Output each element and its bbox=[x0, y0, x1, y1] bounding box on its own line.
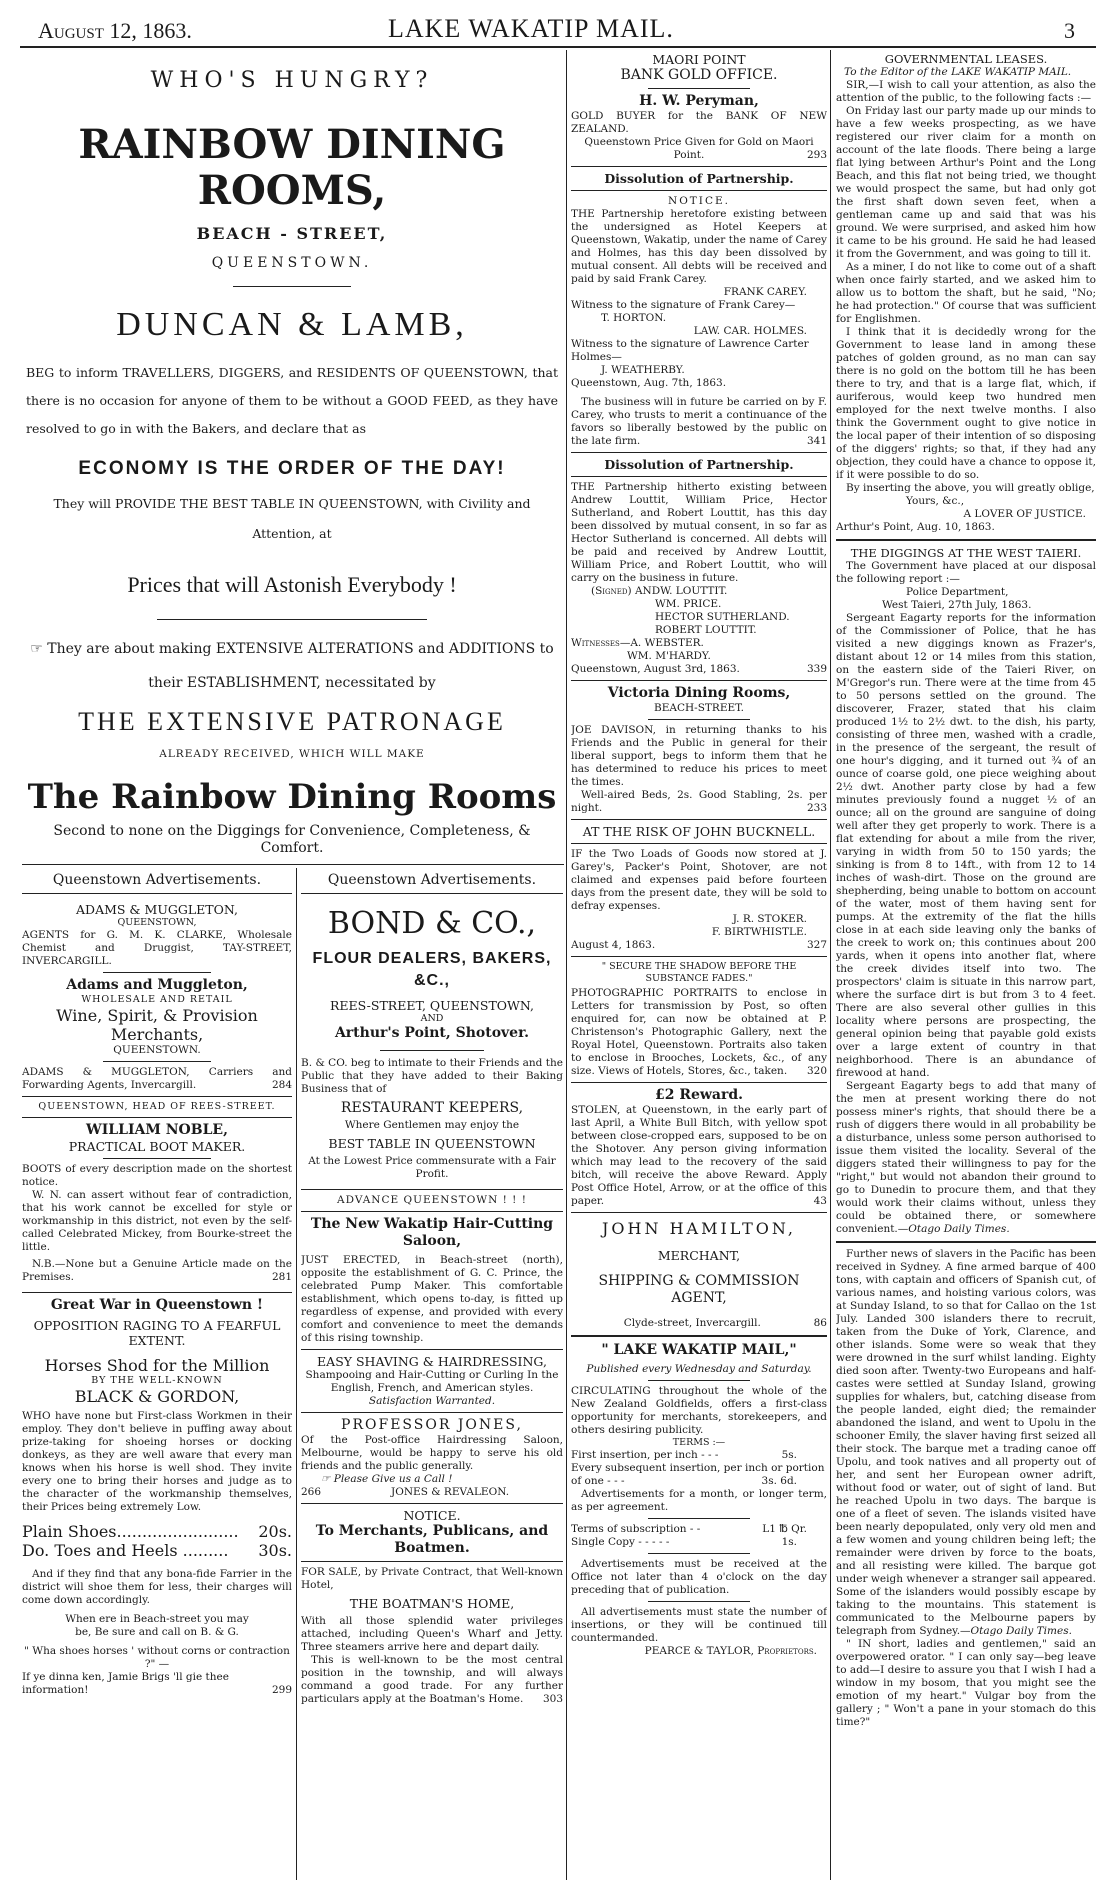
ad-provide: They will PROVIDE THE BEST TABLE IN QUEENSTOWN, with Civility and Attention, at bbox=[53, 496, 531, 541]
ad-alterations: ☞ They are about making EXTENSIVE ALTERATIONS and ADDITIONS to their ESTABLISHMENT, necessitated by bbox=[30, 641, 554, 691]
ad-kicker: WHO'S HUNGRY? bbox=[150, 68, 434, 93]
column-b bbox=[301, 872, 563, 1882]
ad-patronage: THE EXTENSIVE PATRONAGE bbox=[78, 707, 506, 736]
header-rule bbox=[20, 46, 1096, 48]
governmental-leases-letter: GOVERNMENTAL LEASES. To the Editor of the LAKE WAKATIP MAIL. SIR,—I wish to call your attention, as also the attention of the public, to the following facts :— On Friday last our party made up our minds to have a few weeks prospecting, as we have registered our river claim for a month on account of the late floods. There being a large flat lying between Arthur's Point and the Long Beach, and this flat not being tried, we thought we would prospect the same, but had only got the first shaft down seven feet, when a gentleman came up and said that was his ground. We were surprised, and asked him how it came to be his ground. He said he had leased it from the Government, and was going to till it. As a miner, I do not like to come out of a shaft when once fairly started, and we asked him to allow us to bottom the shaft, but he said, "No; he had protection." Of course that was sufficient for Englishmen. I think that it is decidedly wrong for the Government to lease land in among these patches of golden ground, as no man can say there is no gold on the bottom till he has been there to try, and that is a large flat, which, if auriferous, would keep two hundred men employed for the next twelve months. I also think the Government ought to give notice in the local paper of their intention of so disposing of the diggers' rights; so that, if they had any objection, they could have a chance to oppose it, if it were possible to do so. By inserting the above, you will greatly oblige, Yours, &c., A LOVER OF JUSTICE. Arthur's Point, Aug. 10, 1863. bbox=[836, 52, 1096, 533]
ad-street: BEACH - STREET, bbox=[196, 224, 388, 243]
column-rule bbox=[296, 868, 297, 1880]
ad-name-repeat: The Rainbow Dining Rooms bbox=[27, 777, 557, 817]
ad-owners: DUNCAN & LAMB, bbox=[116, 306, 468, 343]
page-number: 3 bbox=[1064, 18, 1075, 43]
boatmans-home-ad: NOTICE. To Merchants, Publicans, and Boatmen. FOR SALE, by Private Contract, that Well-known Hotel, THE BOATMAN'S HOME, With all those splendid water privileges attached, including Queen's Wharf and Jetty. Three steamers arrive here and depart daily. This is well-known to be the most central position in the township, and will always command a good trade. For any further particulars apply at the Boatman's Home. 303 bbox=[301, 1508, 563, 1705]
ad-second: Second to none on the Diggings for Convenience, Completeness, & Comfort. bbox=[53, 823, 531, 856]
bucknell-notice: AT THE RISK OF JOHN BUCKNELL. IF the Two Loads of Goods now stored at J. Garey's, Packer's Point, Shotover, are not claimed and expenses paid before fourteen days from the present date, they will be sold to defray expenses. J. R. STOKER. F. BIRTWHISTLE. August 4, 1863. 327 bbox=[571, 824, 827, 951]
ad-prices: Prices that will Astonish Everybody ! bbox=[127, 572, 457, 597]
bank-gold-office-ad: MAORI POINT BANK GOLD OFFICE. H. W. Peryman, GOLD BUYER for the BANK OF NEW ZEALAND. Queenstown Price Given for Gold on Maori Point. 293 bbox=[571, 52, 827, 161]
william-noble-ad: QUEENSTOWN, HEAD OF REES-STREET. WILLIAM NOBLE, PRACTICAL BOOT MAKER. BOOTS of every description made on the shortest notice. W. N. can assert without fear of contradiction, that his work cannot be excelled for style or workmanship in this district, not even by the self-called Celebrated Mickey, from Bourke-street the little. N.B.—None but a Genuine Article made on the Premises. 281 bbox=[22, 1101, 292, 1283]
pointing-hand-icon: ☞ bbox=[30, 641, 43, 657]
ad-title: RAINBOW DINING ROOMS, bbox=[78, 121, 506, 214]
ad-town: QUEENSTOWN. bbox=[211, 255, 373, 271]
section-rule bbox=[22, 864, 564, 865]
bond-co-ad: BOND & CO., FLOUR DEALERS, BAKERS, &C., REES-STREET, QUEENSTOWN, AND Arthur's Point, Shotover. B. & CO. beg to intimate to their Friends and the Public that they have added to their Baking Business that of RESTAURANT KEEPERS, Where Gentlemen may enjoy the BEST TABLE IN QUEENSTOWN At the Lowest Price commensurate with a Fair Profit. bbox=[301, 906, 563, 1180]
ad-intro: BEG to inform TRAVELLERS, DIGGERS, and RESIDENTS OF QUEENSTOWN, that there is no occasion for anyone of them to be without a GOOD FEED, as they have resolved to go in with the Bakers, and declare that as bbox=[26, 365, 558, 436]
west-taieri-article: THE DIGGINGS AT THE WEST TAIERI. The Government have placed at our disposal the following report :— Police Department, West Taieri, 27th July, 1863. Sergeant Eagarty reports for the information of the Commissioner of Police, that he has visited a new diggings known as Frazer's, distant about 12 or 14 miles from this station, on the eastern side of the Taieri River, on M'Gregor's run. There were at the time from 45 to 50 persons settled on the ground. The discoverer, Frazer, stated that his claim produced 1½ to 2½ dwt. to the dish, his party, consisting of three men, washed with a cradle, in the presence of the sergeant, the result of one hour's digging, and it turned out ¾ of an ounce of coarse gold, one piece weighing about 2½ dwt. Another party close by had a few minutes previously found a nugget ½ of an ounce; all on the ground are sanguine of doing well after they get properly to work. There is a flat extending for about a mile from the river, varying in width from 50 to 150 yards; the sinking is from 8 to 14ft., with from 12 to 14 inches of wash-dirt. Those on the ground are shepherding, being unable to bottom on account of the water, most of them having sent for pumps. At the extremity of the flat the hills close in at each side leaving only the banks of the creek to work on; this continues about 200 yards, when it opens into another flat, where the creek divides itself into two. The prospectors' claim is situate in this narrow part, where the surface dirt is but from 3 to 4 feet. There are also several other gullies in this locality where persons are prospecting, the general opinion being that payable gold exists over a large extent of country in that neighborhood. There is an abundance of firewood at hand. Sergeant Eagarty begs to add that many of the men at present working there do not possess miner's rights, that should there be a rush of diggers there would in all probability be a disturbance, unless some person authorised to issue them visited the locality. Several of the diggers stated their willingness to pay for the "right," but would not abandon their ground to go to Dunedin to procure them, and that they would work their claims without, unless they could be obtained there, or somewhere convenient.—Otago Daily Times. bbox=[836, 546, 1096, 1235]
slavers-article: Further news of slavers in the Pacific has been received in Sydney. A fine armed barque of 400 tons, with captain and officers of Spanish cut, of various names, and hoisting various colors, was at Sunday Island, to so that for Callao on the 1st July. Landed 300 islanders there to recruit, taken from the Duke of York, Clarence, and other islands. Some were so weak that they were drowned in the surf whilst landing. Eighty died soon after. Twenty-two Europeans and half-castes were settled at Sunday Island, growing supplies for whalers, but, catching disease from the people landed, eight died; the remainder abandoned the island, and went to Upolu in the schooner Emily, the slaver having first seized all their stock. The barque met a trading canoe off Upolu, and took natives and all property out of her, and sent her European owner adrift, without food or water, out of sight of land. But he reached Upolu in two days. The barque is one of a fleet of seven. The islands visited have been nearly depopulated, only very old men and a few women and young children being left; the remainder were driven by force to the boats, and all resisting were killed. The barque got under weigh whenever a stranger sail appeared. Some of the islanders would possibly escape by taking to the mountains. This statement is communicated to the Melbourne papers by telegraph from Sydney.—Otago Daily Times. " IN short, ladies and gentlemen," said an overpowered orator. " I can only say—beg leave to add—I desire to assure you that I wish I had a window in my bosom, that you might see the emotion of my heart." Vulgar boy from the gallery ; " Won't a pane in your stomach do this time?" bbox=[836, 1248, 1096, 1728]
dissolution-carey-holmes: Dissolution of Partnership. NOTICE. THE Partnership heretofore existing between the undersigned as Hotel Keepers at Queenstown, Wakatip, under the name of Carey and Holmes, has this day been dissolved by mutual consent. All debts will be received and paid by said Frank Carey. FRANK CAREY. Witness to the signature of Frank Carey— T. HORTON. LAW. CAR. HOLMES. Witness to the signature of Lawrence Carter Holmes— J. WEATHERBY. Queenstown, Aug. 7th, 1863. The business will in future be carried on by F. Carey, who trusts to merit a continuance of the favors so liberally bestowed by the public on the late firm. 341 bbox=[571, 171, 827, 447]
ad-already: ALREADY RECEIVED, WHICH WILL MAKE bbox=[159, 748, 425, 760]
victoria-dining-ad: Victoria Dining Rooms, BEACH-STREET. JOE DAVISON, in returning thanks to his Friends and the Public in general for their liberal support, begs to inform them that he has determined to reduce his prices to meet the times. Well-aired Beds, 2s. Good Stabling, 2s. per night. 233 bbox=[571, 685, 827, 814]
ad-economy: ECONOMY IS THE ORDER OF THE DAY! bbox=[78, 458, 506, 479]
john-hamilton-ad: JOHN HAMILTON, MERCHANT, SHIPPING & COMMISSION AGENT, Clyde-street, Invercargill. 86 bbox=[598, 1219, 827, 1329]
column-a bbox=[22, 872, 292, 1882]
column-rule bbox=[566, 50, 567, 1880]
dissolution-louttit: Dissolution of Partnership. THE Partnership hitherto existing between Andrew Louttit, William Price, Hector Sutherland, and Robert Louttit, has this day been dissolved by mutual consent, in so far as Hector Sutherland is concerned. All debts will be paid and received by Andrew Louttit, William Price, and Robert Louttit, who will carry on the business in future. (Signed) ANDW. LOUTTIT. WM. PRICE. HECTOR SUTHERLAND. ROBERT LOUTTIT. Witnesses—A. WEBSTER. WM. M'HARDY. Queenstown, August 3rd, 1863. 339 bbox=[571, 457, 827, 675]
section-heading: Queenstown Advertisements. bbox=[22, 872, 292, 894]
issue-date: August 12, 1863. bbox=[38, 18, 192, 43]
rainbow-dining-ad bbox=[22, 58, 562, 862]
column-rule bbox=[830, 50, 831, 1880]
photographic-portraits-ad: " SECURE THE SHADOW BEFORE THE SUBSTANCE FADES." PHOTOGRAPHIC PORTRAITS to enclose in Letters for transmission by Post, so often enquired for, can now be obtained at P. Christenson's Photographic Gallery, next the Royal Hotel, Queenstown. Portraits also taken to enclose in Brooches, Lockets, &c., of any size. Views of Hotels, Stores, &c., taken. 320 bbox=[571, 961, 827, 1077]
column-c bbox=[571, 52, 827, 1882]
lake-wakatip-mail-terms: " LAKE WAKATIP MAIL," Published every Wednesday and Saturday. CIRCULATING throughout the whole of the New Zealand Goldfields, offers a first-class opportunity for merchants, storekeepers, and others desiring publicity. TERMS :— First insertion, per inch - - - 5s. Every subsequent insertion, per inch or portion of one - - - 3s. 6d. Advertisements for a month, or longer term, as per agreement. Terms of subscription - - L1 ℔ Qr. Single Copy - - - - - 1s. Advertisements must be received at the Office not later than 4 o'clock on the day preceding that of publication. All advertisements must state the number of insertions, or they will be continued till countermanded. PEARCE & TAYLOR, Proprietors. bbox=[571, 1342, 827, 1657]
reward-notice: £2 Reward. STOLEN, at Queenstown, in the early part of last April, a White Bull Bitch, with yellow spot between close-cropped ears, supposed to be on the Shotover. Any person giving information which may lead to the recovery of the said bitch, will receive the above Reward. Apply Post Office Hotel, Arrow, or at the office of this paper. 43 bbox=[571, 1087, 827, 1207]
column-d bbox=[836, 52, 1096, 1882]
section-heading: Queenstown Advertisements. bbox=[301, 872, 563, 894]
masthead-title: LAKE WAKATIP MAIL. bbox=[388, 14, 674, 43]
hair-saloon-ad: ADVANCE QUEENSTOWN ! ! ! The New Wakatip Hair-Cutting Saloon, JUST ERECTED, in Beach-street (north), opposite the establishment of G. C. Prince, the celebrated Pump Maker. This comfortable establishment, which opens to-day, is fitted up regardless of expense, and provided with every comfort and convenience to meet the demands of this rising township. EASY SHAVING & HAIRDRESSING, Shampooing and Hair-Cutting or Curling In the English, French, and American styles. Satisfaction Warranted. PROFESSOR JONES, Of the Post-office Hairdressing Saloon, Melbourne, would be happy to serve his old friends and the public generally. ☞ Please Give us a Call ! 266 JONES & REVALEON. bbox=[301, 1194, 563, 1498]
adams-muggleton-ad: ADAMS & MUGGLETON, QUEENSTOWN, AGENTS for G. M. K. CLARKE, Wholesale Chemist and Druggist, TAY-STREET, INVERCARGILL. Adams and Muggleton, WHOLESALE AND RETAIL Wine, Spirit, & Provision Merchants, QUEENSTOWN. ADAMS & MUGGLETON, Carriers and Forwarding Agents, Invercargill. 284 bbox=[22, 902, 292, 1091]
black-gordon-ad: Great War in Queenstown ! OPPOSITION RAGING TO A FEARFUL EXTENT. Horses Shod for the Million BY THE WELL-KNOWN BLACK & GORDON, WHO have none but First-class Workmen in their employ. They don't believe in puffing away about prize-taking for shoeing horses or docking donkeys, as they are well aware that every man knows when his horse is well shod. They invite every one to bring their horses and judge as to the character of the workmanship themselves, their Prices being extremely Low. Plain Shoes........................ 20s. Do. Toes and Heels ......... 30s. And if they find that any bona-fide Farrier in the district will shoe them for less, their charges will come down accordingly. When ere in Beach-street you may be, Be sure and call on B. & G. " Wha shoes horses ' without corns or contraction ?" — If ye dinna ken, Jamie Brigs 'll gie thee information! 299 bbox=[22, 1297, 292, 1696]
